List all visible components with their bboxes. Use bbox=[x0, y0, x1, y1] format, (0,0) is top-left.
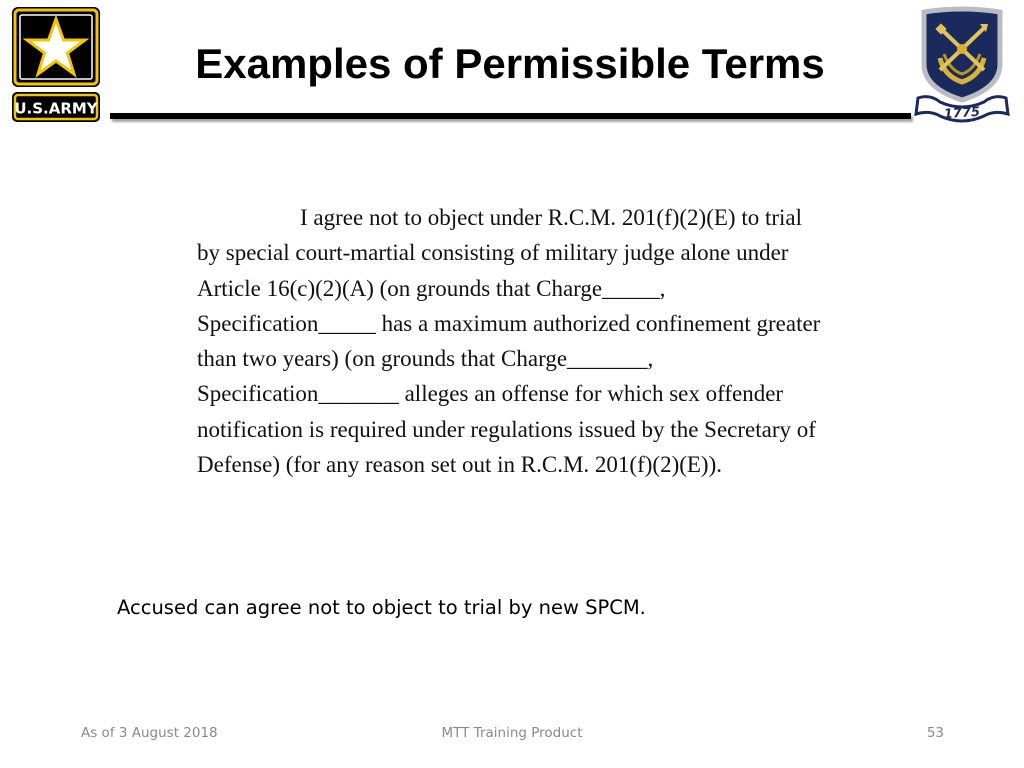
quote-text: I agree not to object under R.C.M. 201(f)(2)(E) to trial by special court-martial consisting of military judge alone under Article 16(c)(2)(A) (on grounds that Charge_____, Specification_____ has a maximum authorized confinement greater than two years) (on grounds that Charge_______, Specification_______ alleges an offense for which sex offender notification is required under regulations issued by the Secretary of Defense) (for any reason set out in R.C.M. 201(f)(2)(E)). bbox=[197, 205, 821, 478]
jag-crest-icon bbox=[910, 6, 1014, 124]
slide-caption: Accused can agree not to object to trial by new SPCM. bbox=[117, 596, 646, 619]
footer-date: As of 3 August 2018 bbox=[81, 725, 218, 741]
footer-product: MTT Training Product bbox=[441, 725, 583, 741]
army-logo-text: U.S.ARMY bbox=[14, 99, 98, 118]
crest-year: 1775 bbox=[943, 104, 981, 123]
permissible-terms-quote bbox=[197, 200, 827, 482]
title-divider bbox=[110, 113, 911, 119]
slide-title: Examples of Permissible Terms bbox=[195, 40, 825, 87]
us-army-logo-icon bbox=[11, 6, 101, 124]
footer-page-number: 53 bbox=[926, 725, 944, 741]
